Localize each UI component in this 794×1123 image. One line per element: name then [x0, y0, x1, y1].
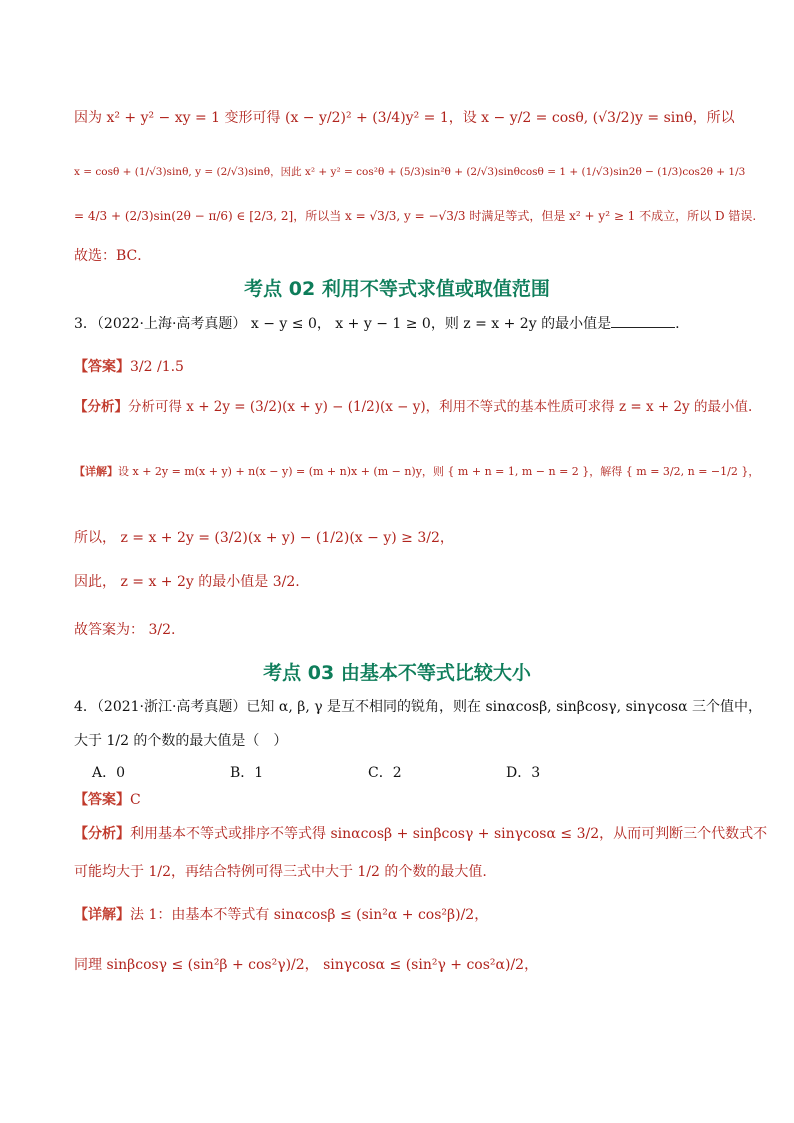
- option-d: D．3: [506, 765, 541, 781]
- question-4-options: [92, 762, 644, 782]
- question-3-therefore: 因此， z = x + 2y 的最小值是 3/2.: [74, 574, 300, 590]
- solution-line-1: 因为 x² + y² − xy = 1 变形可得 (x − y/2)² + (3/4)y² = 1，设 x − y/2 = cosθ, (√3/2)y = sinθ，所以: [74, 110, 735, 126]
- question-4-analysis-1: [74, 824, 767, 844]
- answer-tag: 【答案】: [74, 792, 130, 808]
- answer-blank: [611, 313, 675, 328]
- detail-text: 设 x + 2y = m(x + y) + n(x − y) = (m + n)x + (m − n)y，则 { m + n = 1, m − n = 2 }，解得 { m = 3/2, n = −1/2 }，: [118, 465, 760, 478]
- question-3-answer: [74, 357, 184, 377]
- question-3-analysis: [74, 397, 752, 417]
- answer-value: C: [130, 792, 141, 808]
- question-3-detail: [74, 462, 759, 482]
- analysis-text-1: 利用基本不等式或排序不等式得 sinαcosβ + sinβcosγ + sinγcosα ≤ 3/2，从而可判断三个代数式不: [130, 826, 768, 842]
- answer-tag: 【答案】: [74, 359, 130, 375]
- detail-tag: 【详解】: [74, 907, 130, 923]
- question-3-so: 所以， z = x + 2y = (3/2)(x + y) − (1/2)(x − y) ≥ 3/2，: [74, 530, 454, 546]
- question-4-answer: [74, 790, 141, 810]
- option-a: A．0: [92, 765, 126, 781]
- option-b: B．1: [230, 765, 264, 781]
- solution-choice: 故选：BC．: [74, 248, 152, 264]
- solution-line-2: x = cosθ + (1/√3)sinθ, y = (2/√3)sinθ，因此 x² + y² = cos²θ + (5/3)sin²θ + (2/√3)sinθcosθ = 1 + (1/√3)sin2θ − (1/3)cos2θ + 1/3: [74, 166, 746, 178]
- detail-text-1: 法 1：由基本不等式有 sinαcosβ ≤ (sin²α + cos²β)/2，: [130, 907, 489, 923]
- analysis-tag: 【分析】: [74, 826, 130, 842]
- question-4-stem-2: 大于 1/2 的个数的最大值是（ ）: [74, 733, 288, 749]
- detail-tag: 【详解】: [74, 465, 118, 478]
- question-4-detail-2: 同理 sinβcosγ ≤ (sin²β + cos²γ)/2， sinγcosα ≤ (sin²γ + cos²α)/2，: [74, 957, 539, 973]
- solution-line-3: = 4/3 + (2/3)sin(2θ − π/6) ∈ [2/3, 2]，所以当 x = √3/3, y = −√3/3 时满足等式，但是 x² + y² ≥ 1 不成立，所以 D 错误.: [74, 209, 757, 223]
- question-3-text: 3．（2022·上海·高考真题） x − y ≤ 0， x + y − 1 ≥ 0，则 z = x + 2y 的最小值是: [74, 316, 612, 332]
- question-3-end: .: [675, 316, 680, 332]
- question-4-analysis-2: 可能均大于 1/2，再结合特例可得三式中大于 1/2 的个数的最大值.: [74, 864, 487, 880]
- question-3-final: 故答案为： 3/2.: [74, 622, 176, 638]
- analysis-text: 分析可得 x + 2y = (3/2)(x + y) − (1/2)(x − y)，利用不等式的基本性质可求得 z = x + 2y 的最小值.: [128, 399, 753, 415]
- answer-value: 3/2 /1.5: [130, 359, 184, 375]
- section-heading-02: 考点 02 利用不等式求值或取值范围: [244, 278, 550, 300]
- analysis-tag: 【分析】: [74, 399, 128, 415]
- option-c: C．2: [368, 765, 402, 781]
- question-3-stem: [74, 313, 680, 334]
- question-4-detail-1: [74, 905, 488, 925]
- question-4-stem-1: 4．（2021·浙江·高考真题）已知 α, β, γ 是互不相同的锐角，则在 sinαcosβ, sinβcosγ, sinγcosα 三个值中，: [74, 699, 762, 715]
- section-heading-03: 考点 03 由基本不等式比较大小: [263, 662, 531, 684]
